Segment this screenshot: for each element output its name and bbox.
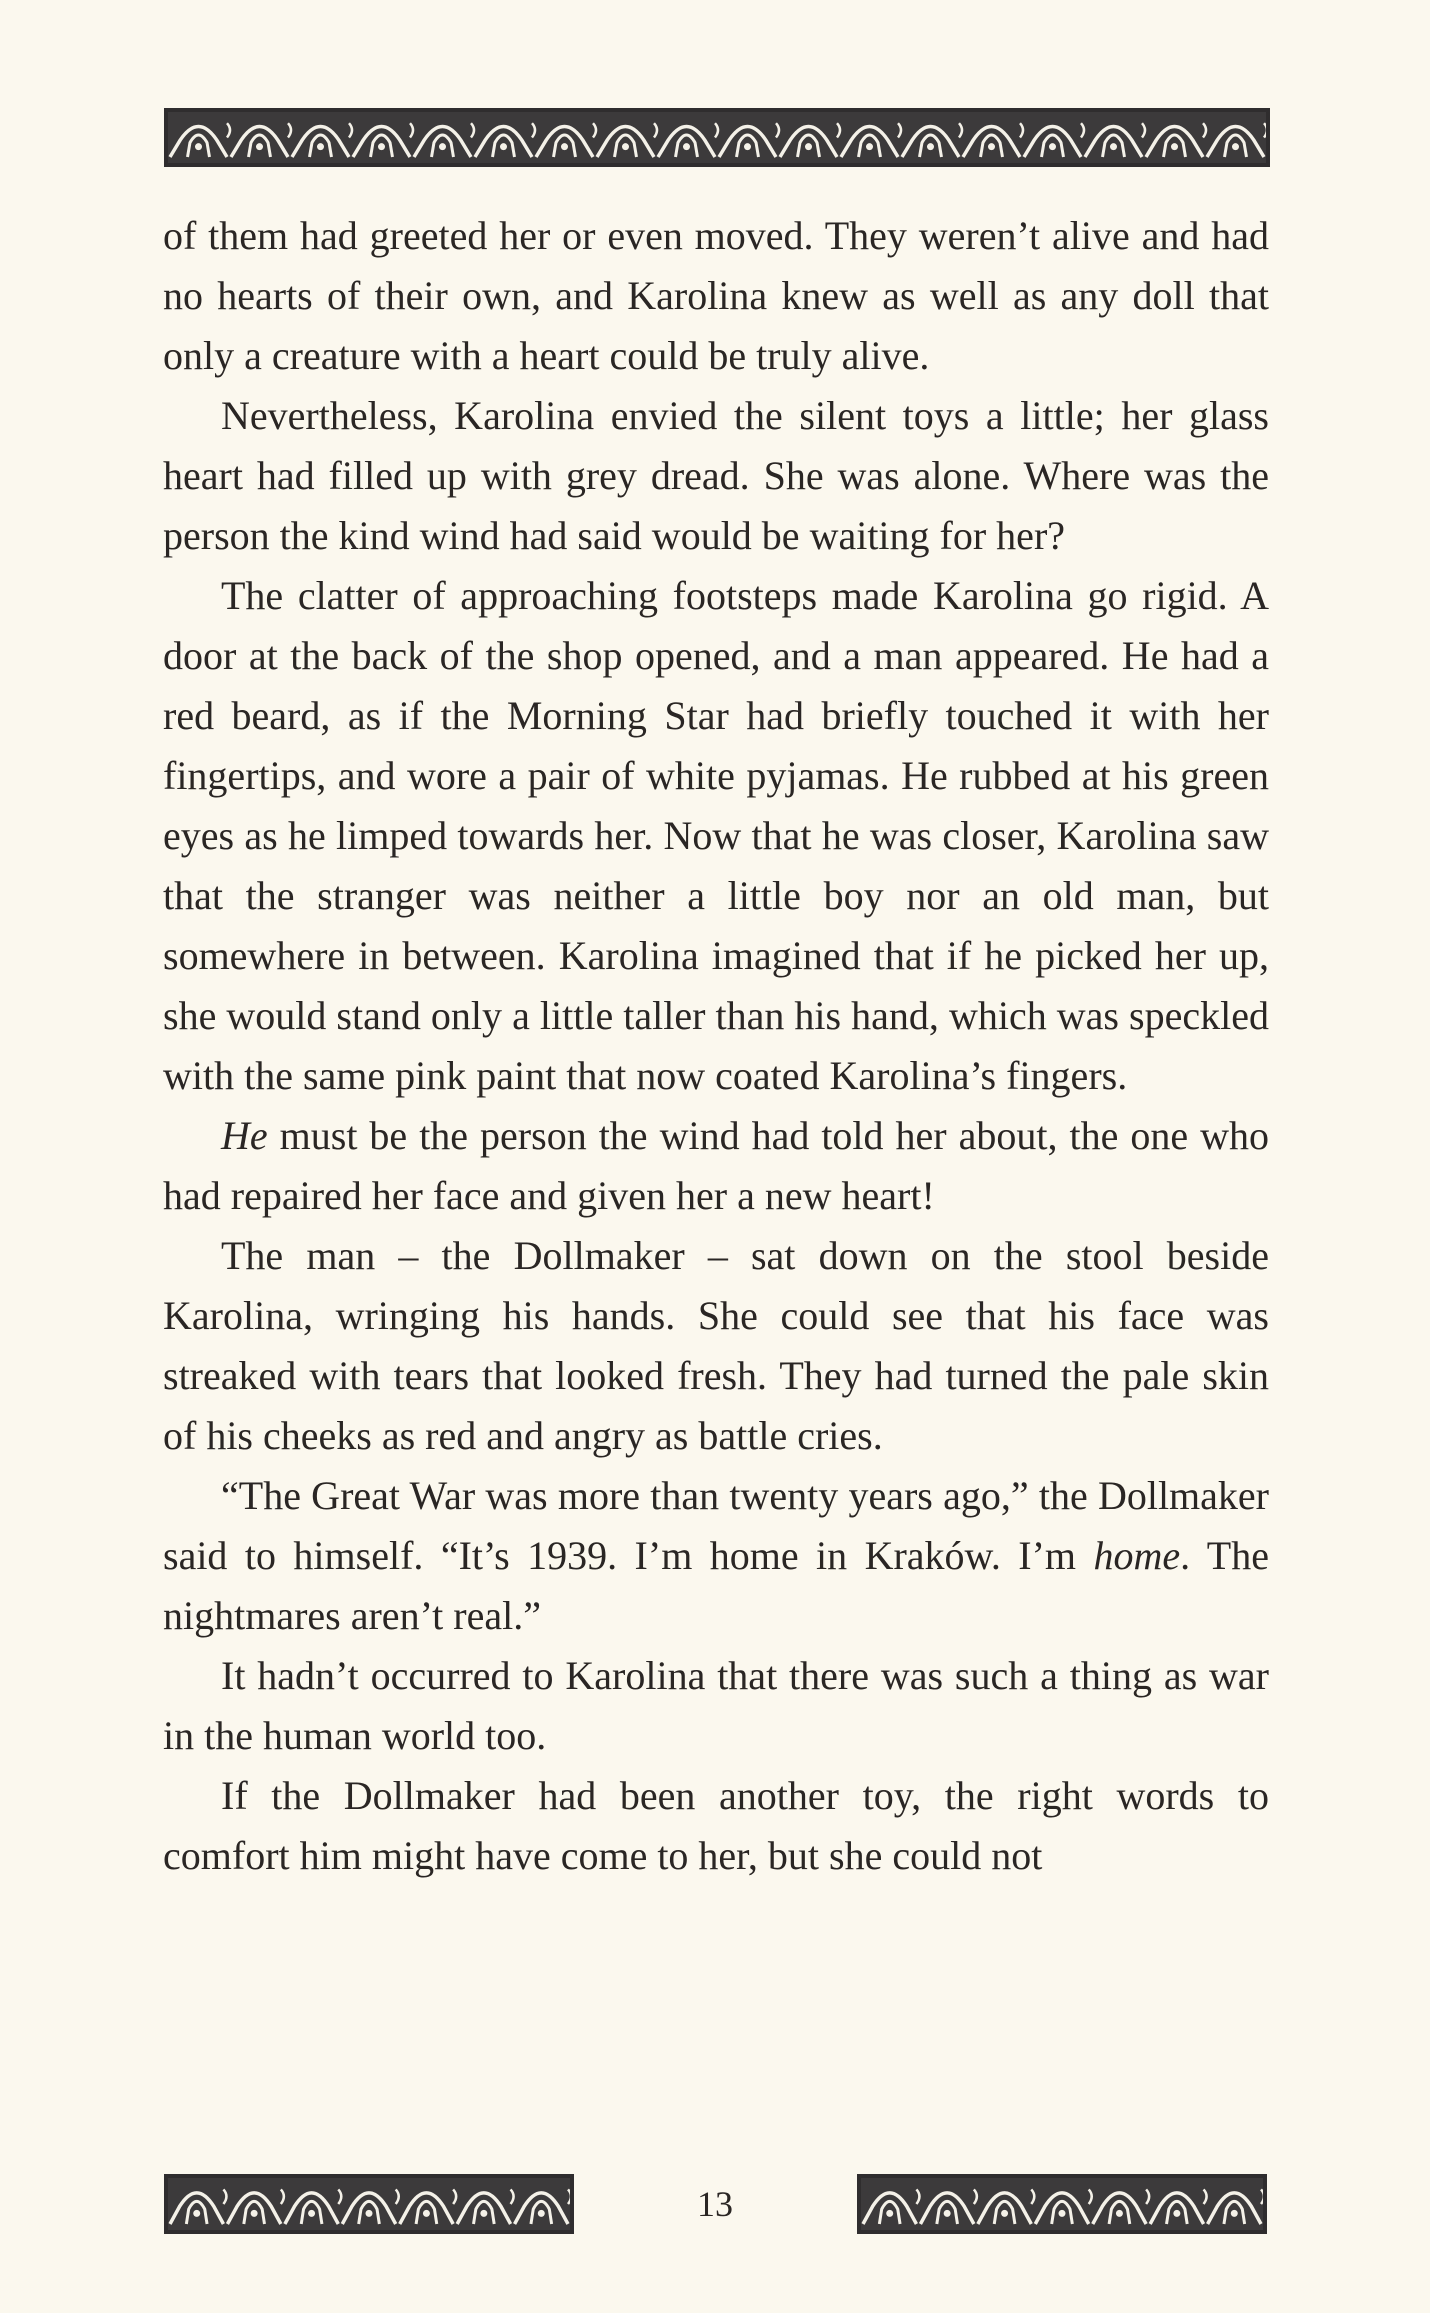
ornamental-arch-icon <box>861 2178 1263 2230</box>
paragraph-text: of them had greeted her or even moved. They weren’t alive and had no hearts of their own, and Karolina knew as well as any doll that only a creature with a heart could be truly alive. <box>163 213 1269 378</box>
body-paragraph <box>163 1226 1269 1466</box>
bottom-right-ornamental-border <box>857 2174 1267 2234</box>
paragraph-text: The clatter of approaching footsteps made Karolina go rigid. A door at the back of the shop opened, and a man appeared. He had a red beard, as if the Morning Star had briefly touched it with her fingertips, and wore a pair of white pyjamas. He rubbed at his green eyes as he limped towards her. Now that he was closer, Karolina saw that the stranger was neither a little boy nor an old man, but somewhere in between. Karolina imagined that if he picked her up, she would stand only a little taller than his hand, which was speckled with the same pink paint that now coated Karolina’s fingers. <box>163 573 1269 1098</box>
paragraph-text: Nevertheless, Karolina envied the silent toys a little; her glass heart had filled up with grey dread. She was alone. Where was the person the kind wind had said would be waiting for her? <box>163 393 1269 558</box>
paragraph-text: must be the person the wind had told her about, the one who had repaired her face and given her a new heart! <box>163 1113 1269 1218</box>
paragraph-text: “The Great War was more than twenty years ago,” the Dollmaker said to himself. “It’s 1939. I’m home in Kraków. I’m <box>163 1473 1269 1578</box>
body-paragraph <box>163 566 1269 1106</box>
ornamental-arch-icon <box>168 2178 570 2230</box>
ornamental-arch-icon <box>168 112 1266 163</box>
body-paragraph <box>163 1646 1269 1766</box>
paragraph-text: . The nightmares aren’t real.” <box>163 1533 1269 1638</box>
page-body-text <box>163 206 1269 1886</box>
body-paragraph <box>163 1106 1269 1226</box>
paragraph-text: If the Dollmaker had been another toy, the right words to comfort him might have come to her, but she could not <box>163 1773 1269 1878</box>
body-paragraph <box>163 386 1269 566</box>
body-paragraph <box>163 206 1269 386</box>
italic-text: He <box>221 1113 268 1158</box>
body-paragraph <box>163 1766 1269 1886</box>
top-ornamental-border <box>164 108 1270 167</box>
bottom-left-ornamental-border <box>164 2174 574 2234</box>
italic-text: home <box>1093 1533 1181 1578</box>
body-paragraph <box>163 1466 1269 1646</box>
paragraph-text: The man – the Dollmaker – sat down on the stool beside Karolina, wringing his hands. She could see that his face was streaked with tears that looked fresh. They had turned the pale skin of his cheeks as red and angry as battle cries. <box>163 1233 1269 1458</box>
paragraph-text: It hadn’t occurred to Karolina that there was such a thing as war in the human world too. <box>163 1653 1269 1758</box>
page-number: 13 <box>697 2184 733 2224</box>
